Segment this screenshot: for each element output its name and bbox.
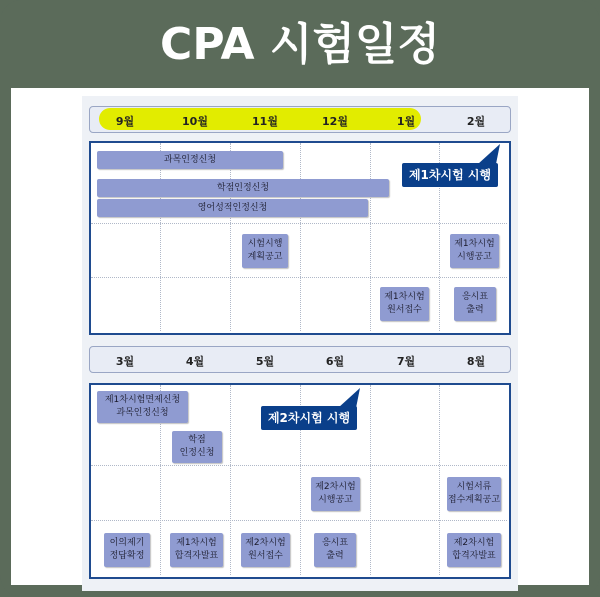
month-label: 6월 (325, 355, 345, 368)
exam2-notice-box: 제2차시험 시행공고 (311, 477, 360, 511)
grid-line (91, 465, 507, 466)
objection-box: 이의제기 정답확정 (104, 533, 150, 567)
grid-line (439, 385, 440, 575)
grid-line (370, 385, 371, 575)
ticket-print-box: 응시표 출력 (454, 287, 496, 321)
exam1-pass-box: 제1차시험 합격자발표 (170, 533, 223, 567)
grid-line (370, 143, 371, 331)
grid-line (91, 520, 507, 521)
exam1-notice-box: 제1차시험 시행공고 (450, 234, 499, 268)
month-label: 12월 (322, 115, 348, 128)
month-label: 5월 (255, 355, 275, 368)
month-bar-bottom (89, 346, 511, 373)
month-label: 9월 (115, 115, 135, 128)
exam2-apply-box: 제2차시험 원서접수 (241, 533, 290, 567)
month-label: 7월 (396, 355, 416, 368)
month-label: 8월 (466, 355, 486, 368)
exemption-box: 제1차시험면제신청 과목인정신청 (97, 391, 188, 423)
page-title: CPA 시험일정 (160, 19, 440, 70)
exam1-callout: 제1차시험 시행 (402, 163, 498, 187)
grid-line (91, 223, 507, 224)
month-label: 11월 (252, 115, 278, 128)
exam2-callout: 제2차시험 시행 (261, 406, 357, 430)
credit-recognition-bar: 학점인정신청 (97, 179, 389, 197)
exam-plan-box: 시험시행 계획공고 (242, 234, 288, 268)
exam2-pass-box: 제2차시험 합격자발표 (447, 533, 501, 567)
month-label: 3월 (115, 355, 135, 368)
month-label: 10월 (182, 115, 208, 128)
grid-line (160, 143, 161, 331)
month-label: 2월 (466, 115, 486, 128)
month-label: 1월 (396, 115, 416, 128)
credit-box: 학점 인정신청 (172, 431, 222, 463)
callout-tail (330, 386, 362, 410)
grid-line (300, 143, 301, 331)
doc-notice-box: 시험서류 접수계획공고 (447, 477, 501, 511)
callout-tail (470, 142, 502, 166)
grid-line (91, 277, 507, 278)
grid-line (230, 385, 231, 575)
month-label: 4월 (185, 355, 205, 368)
course-recognition-bar: 과목인정신청 (97, 151, 283, 169)
grid-line (230, 143, 231, 331)
exam1-apply-box: 제1차시험 원서접수 (380, 287, 429, 321)
english-score-bar: 영어성적인정신청 (97, 199, 368, 217)
ticket-print-box-2: 응시표 출력 (314, 533, 356, 567)
